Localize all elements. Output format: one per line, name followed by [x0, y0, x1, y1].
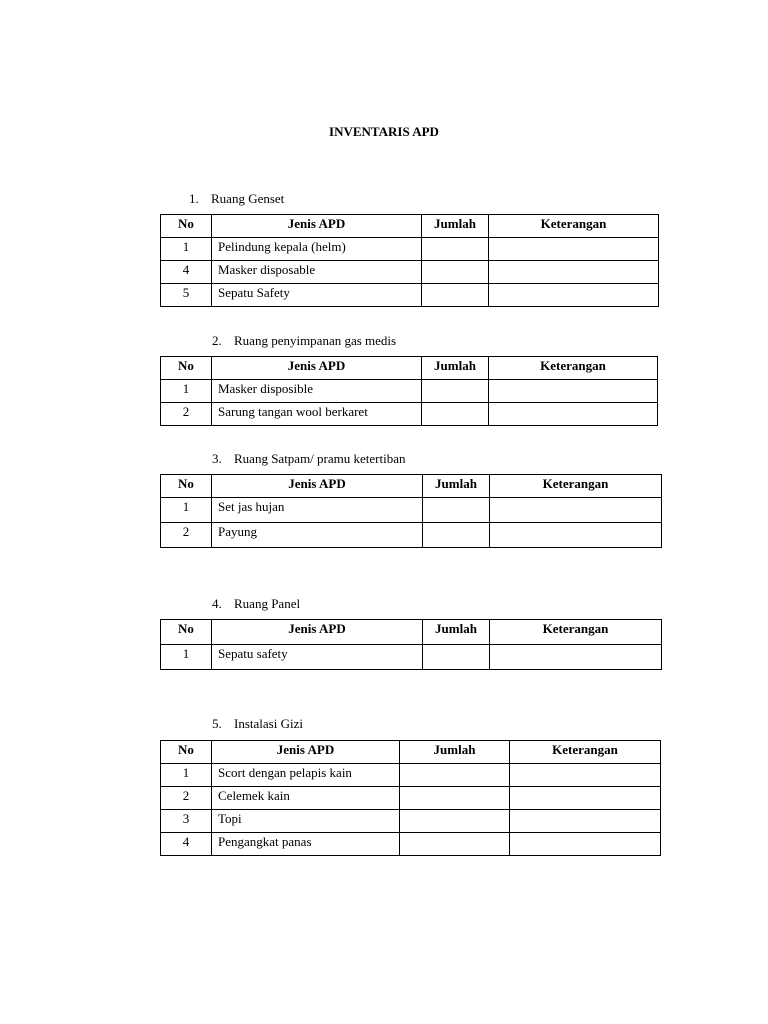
header-keterangan: Keterangan	[510, 741, 661, 764]
table-header-row	[161, 741, 661, 764]
cell-jumlah	[422, 403, 489, 426]
header-jenis-apd: Jenis APD	[212, 357, 422, 380]
cell-keterangan	[489, 403, 658, 426]
section-heading-4	[212, 596, 300, 612]
cell-keterangan	[490, 645, 662, 670]
cell-jenis-apd: Sepatu Safety	[212, 284, 422, 307]
cell-jumlah	[422, 380, 489, 403]
section-name: Ruang penyimpanan gas medis	[234, 333, 397, 348]
cell-no: 2	[161, 787, 212, 810]
header-keterangan: Keterangan	[490, 475, 662, 498]
cell-keterangan	[510, 764, 661, 787]
cell-jenis-apd: Pelindung kepala (helm)	[212, 238, 422, 261]
section-number: 2.	[212, 333, 222, 348]
table-ruang-penyimpanan-gas-medis	[160, 356, 658, 426]
cell-jenis-apd: Masker disposible	[212, 380, 422, 403]
table-instalasi-gizi	[160, 740, 661, 856]
header-jumlah: Jumlah	[422, 357, 489, 380]
cell-jenis-apd: Pengangkat panas	[212, 833, 400, 856]
table-row	[161, 523, 662, 548]
table-header-row	[161, 475, 662, 498]
cell-no: 4	[161, 261, 212, 284]
header-keterangan: Keterangan	[490, 620, 662, 645]
cell-keterangan	[489, 284, 659, 307]
cell-jenis-apd: Celemek kain	[212, 787, 400, 810]
table-header-row	[161, 620, 662, 645]
cell-jenis-apd: Set jas hujan	[212, 498, 423, 523]
cell-no: 4	[161, 833, 212, 856]
cell-no: 3	[161, 810, 212, 833]
cell-jumlah	[400, 833, 510, 856]
section-name: Ruang Satpam/ pramu ketertiban	[234, 451, 406, 466]
section-heading-1	[189, 191, 284, 207]
header-keterangan: Keterangan	[489, 215, 659, 238]
header-no: No	[161, 620, 212, 645]
table-ruang-panel	[160, 619, 662, 670]
cell-keterangan	[510, 787, 661, 810]
table-header-row	[161, 215, 659, 238]
document-title: INVENTARIS APD	[329, 124, 439, 139]
section-name: Ruang Panel	[234, 596, 301, 611]
cell-jenis-apd: Topi	[212, 810, 400, 833]
cell-jumlah	[422, 284, 489, 307]
cell-jumlah	[423, 645, 490, 670]
cell-jumlah	[400, 764, 510, 787]
section-number: 1.	[189, 191, 199, 206]
section-name: Ruang Genset	[211, 191, 285, 206]
header-jumlah: Jumlah	[400, 741, 510, 764]
table-row	[161, 403, 658, 426]
cell-jenis-apd: Scort dengan pelapis kain	[212, 764, 400, 787]
table-row	[161, 645, 662, 670]
cell-no: 5	[161, 284, 212, 307]
header-jumlah: Jumlah	[423, 475, 490, 498]
header-jumlah: Jumlah	[422, 215, 489, 238]
header-no: No	[161, 215, 212, 238]
table-row	[161, 787, 661, 810]
table-row	[161, 261, 659, 284]
cell-keterangan	[489, 238, 659, 261]
cell-jenis-apd: Masker disposable	[212, 261, 422, 284]
cell-no: 2	[161, 523, 212, 548]
table-ruang-genset	[160, 214, 659, 307]
cell-jenis-apd: Sepatu safety	[212, 645, 423, 670]
section-name: Instalasi Gizi	[234, 716, 303, 731]
cell-jenis-apd: Payung	[212, 523, 423, 548]
header-no: No	[161, 741, 212, 764]
section-number: 5.	[212, 716, 222, 731]
cell-jumlah	[400, 787, 510, 810]
header-keterangan: Keterangan	[489, 357, 658, 380]
header-jenis-apd: Jenis APD	[212, 741, 400, 764]
cell-no: 1	[161, 645, 212, 670]
section-heading-3	[212, 451, 405, 467]
cell-keterangan	[490, 523, 662, 548]
section-heading-5	[212, 716, 303, 732]
table-row	[161, 764, 661, 787]
cell-jumlah	[400, 810, 510, 833]
header-jenis-apd: Jenis APD	[212, 620, 423, 645]
table-row	[161, 284, 659, 307]
cell-jumlah	[422, 238, 489, 261]
cell-no: 1	[161, 238, 212, 261]
cell-jumlah	[423, 523, 490, 548]
table-row	[161, 810, 661, 833]
header-no: No	[161, 475, 212, 498]
header-jenis-apd: Jenis APD	[212, 215, 422, 238]
cell-keterangan	[490, 498, 662, 523]
table-ruang-satpam	[160, 474, 662, 548]
header-jumlah: Jumlah	[423, 620, 490, 645]
section-number: 3.	[212, 451, 222, 466]
cell-jumlah	[423, 498, 490, 523]
table-row	[161, 380, 658, 403]
cell-keterangan	[489, 261, 659, 284]
section-heading-2	[212, 333, 396, 349]
table-row	[161, 498, 662, 523]
section-number: 4.	[212, 596, 222, 611]
cell-keterangan	[510, 833, 661, 856]
cell-no: 1	[161, 380, 212, 403]
header-jenis-apd: Jenis APD	[212, 475, 423, 498]
cell-keterangan	[489, 380, 658, 403]
cell-keterangan	[510, 810, 661, 833]
cell-no: 1	[161, 498, 212, 523]
table-row	[161, 833, 661, 856]
cell-jumlah	[422, 261, 489, 284]
cell-no: 2	[161, 403, 212, 426]
cell-no: 1	[161, 764, 212, 787]
table-header-row	[161, 357, 658, 380]
cell-jenis-apd: Sarung tangan wool berkaret	[212, 403, 422, 426]
table-row	[161, 238, 659, 261]
header-no: No	[161, 357, 212, 380]
